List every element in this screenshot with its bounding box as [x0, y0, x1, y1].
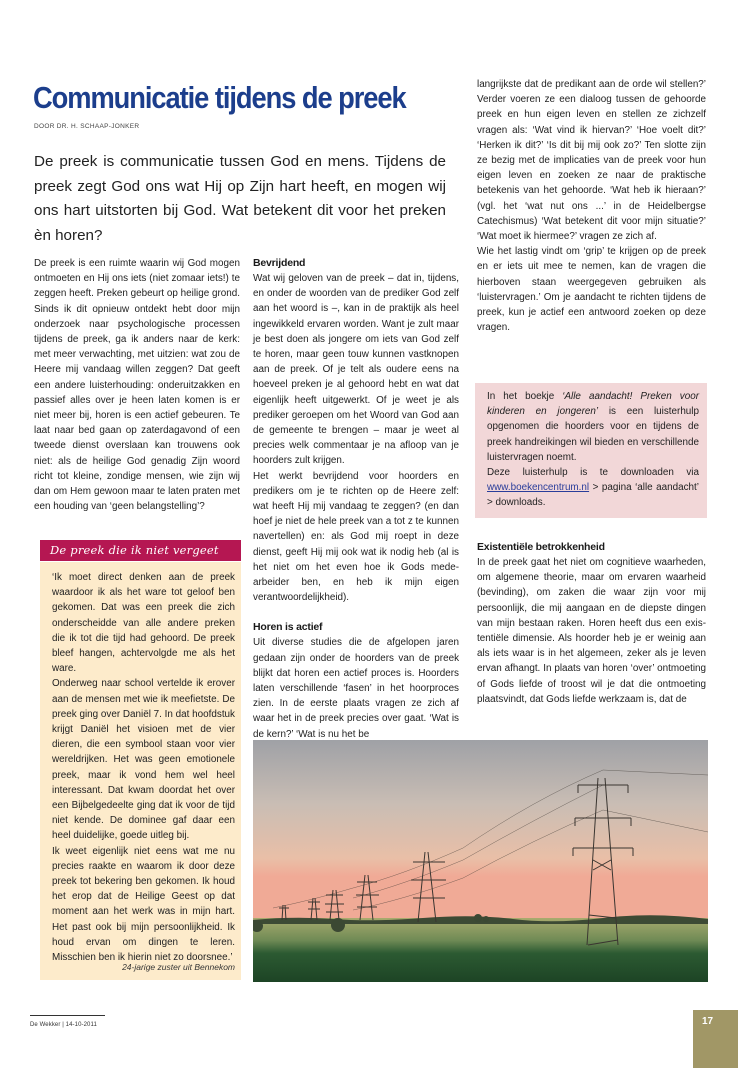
paragraph: Wat wij geloven van de preek – dat in, tijdens, en onder de woorden van de prediker God zelf aan het woord is –, kan in de praktijk als heel ingewikkeld ervaren worden. Want je zult maar je best doen als jongere om iets van God zelf te horen, maar geen touw kunnen vastknopen aan de preek. Of je telt als oudere eens na hoeveel preken je al gehoord hebt en wat dat eigenlijk heeft uitgewerkt. Of je weet je als prediker geroepen om het Woord van God aan de gemeente te brengen – maar je weet al precies welk commentaar je na afloop van je hoorders zult krijgen.: [253, 273, 459, 467]
paragraph: Wie het lastig vindt om ‘grip’ te krijgen op de preek en er iets uit mee te nemen, kan de vragen die hierboven staan weergegeven gebruiken als ‘luistervragen.’ Om je aandacht te richten tijdens de preek, kun je actief een antwoord zoeken op deze vragen.: [477, 246, 706, 334]
book-title: ‘Alle aandacht! Preken voor kinderen en jongeren’: [487, 391, 699, 418]
paragraph: In de preek gaat het niet om cognitieve waarheden, om algemene theorie, maar om ervaren waarheid (bevinding), om zaken die waar zijn voor mij persoonlijk, die mij aangaan en de diepste dingen van mijn bestaan raken. Horen heeft dus een existentiële dimensie. Als hoorder heb je er weinig aan als iets waar is in het algemeen, zeker als je leven ervan afhangt. In plaats van horen ‘over’ ontmoeting of Gods liefde of troost wil je dat die ontmoeting plaatsvindt, dat Gods liefde werkzaam is, dat de: [477, 557, 706, 705]
info-box-text: [487, 389, 699, 465]
paragraph: Uit diverse studies die de afgelopen jaren gedaan zijn onder de hoorders van de preek blijkt dat horen een actief proces is. Hoorders laten verschillende ‘fasen’ in het hoorproces zien. In de eerste plaats vragen ze zich af waar het in de preek precies over gaat. ‘Wat is de kern?’ ‘Wat is nu het be: [253, 637, 459, 740]
sidebox-header: De preek die ik niet vergeet: [40, 540, 241, 561]
column-3: [477, 77, 706, 335]
footer-rule: [30, 1015, 105, 1016]
quote-sidebox: [40, 540, 241, 980]
paragraph: ‘Ik moet direct denken aan de preek waardoor ik als het ware tot geloof ben gekomen. Dat was een preek die zich onderscheidde van alle andere preken die ik tot die tijd had gehoord. De preek bleef hangen, achtervolgde me als het ware.: [52, 572, 235, 675]
paragraph: Ik weet eigenlijk niet eens wat me nu precies raakte en waarom ik door deze preek tot bekering ben gekomen. Ik houd het erop dat de Heilige Geest op dat moment aan het werk was in mijn hart. Het past ook bij mijn persoonlijkheid. Ik houd ervan om dingen te leren. Misschien ben ik hierin niet zo doorsnee.’: [52, 845, 235, 964]
paragraph: Onderweg naar school vertelde ik erover aan de mensen met wie ik meefietste. De preek ging over Daniël 7. In dat hoofdstuk krijgt Daniël het visioen met de vier dieren, die een symbool staan voor vier wereldrijken. Het was geen emotionele preek, maar ik vond hem wel heel interessant. Dat kwam doordat het over een Bijbelgedeelte ging dat ik voor de tijd niet kende. De dominee gaf daar een heel duidelijke, goede uitleg bij.: [52, 678, 235, 842]
paragraph: langrijkste dat de predikant aan de orde wil stellen?’ Verder voeren ze een dialoog tussen de gehoorde preek en hun eigen leven en stellen ze zichzelf vragen als: ‘Wat vind ik hiervan?’ ‘Hoe voelt dit?’ ‘Herken ik dit?’ ‘Is dit bij mij ook zo?’ Ten slotte zijn ze bezig met de implicaties van de preek voor hun eigen leven en zoeken ze naar de praktische betekenis van het gehoorde. ‘Wat heb ik hieraan?’ (vgl. het ‘wat nut ons ...’ in de Heidelbergse Catechismus) ‘Wat betekent dit voor mijn situatie?’ ‘Wat moet ik hiermee?’ vragen ze zich af.: [477, 79, 706, 243]
info-text: is een luisterhulp opgenomen die hoorders voor en tijdens de preek handreikingen wil bieden en verschillende luistervragen noemt.: [487, 406, 699, 463]
article-intro: De preek is communicatie tussen God en mens. Tijdens de preek zegt God ons wat Hij op Zijn hart heeft, en mogen wij ons hart uitstorten bij God. Wat betekent dit voor het preken èn horen?: [34, 153, 446, 244]
byline: DOOR DR. H. SCHAAP-JONKER: [34, 123, 140, 130]
quote-signature: 24-jarige zuster uit Bennekom: [122, 962, 235, 973]
article-title: Communicatie tijdens de preek: [33, 80, 406, 115]
column-3-lower: [477, 540, 706, 707]
info-text: In het boekje: [487, 391, 563, 402]
sidebox-body: [40, 561, 241, 975]
page-number: 17: [693, 1010, 738, 1068]
section-heading-existentiele-betrokkenheid: Existentiële betrokkenheid: [477, 541, 605, 553]
paragraph: De preek is een ruimte waarin wij God mogen ontmoeten en Hij ons iets (niet zomaar iets!) te zeggen heeft. Preken gebeurt op heilige grond. Sinds ik dit opnieuw ontdekt hebt door mijn onderzoek naar psychologische processen tijdens de preek, ga ik anders naar de kerk: met meer verwachting, met uitzien: wat zou de Heere mij vandaag willen zeggen? Dat geeft een andere luisterhouding: onderuitzakken en passief alles over je heen laten komen is er niet meer bij, horen is een actief gebeuren. Te laat naar bed gaan op zaterdagavond of een tweede dienst overslaan kan trouwens ook niet: als de heilige God genadig Zijn woord richt tot kleine, zondige mensen, wie zijn wij dan om Hem gewoon maar te laten praten met een houding van ‘geen belangstelling’?: [34, 258, 240, 513]
pylons-landscape-image: [253, 740, 708, 982]
info-text: Deze luisterhulp is te downloaden via: [487, 467, 699, 479]
paragraph: Het werkt bevrijdend voor hoorders en predikers om je te richten op de Heere zelf: wat heeft Hij mij vandaag te zeggen? (en dan hoef je niet de hele preek van a tot z te kunnen navertellen) en: als God mij roept in deze dienst, geeft Hij mij ook wat ik nodig heb (al is het niet om het even hoe ik Gods mede-arbeider ben, en heb ik mijn eigen verantwoordelijkheid).: [253, 470, 459, 604]
boekencentrum-link[interactable]: www.boekencentrum.nl: [487, 482, 590, 494]
info-text: > pagina ‘alle aandacht’ > downloads.: [487, 482, 699, 509]
publication-footer: De Wekker | 14-10-2011: [30, 1022, 97, 1028]
section-heading-bevrijdend: Bevrijdend: [253, 257, 306, 269]
column-2: [253, 256, 459, 742]
info-box-download: [487, 465, 699, 511]
info-box: [475, 383, 707, 518]
column-1: [34, 256, 240, 514]
section-heading-horen-is-actief: Horen is actief: [253, 621, 323, 634]
pylons-photo: [253, 740, 708, 982]
